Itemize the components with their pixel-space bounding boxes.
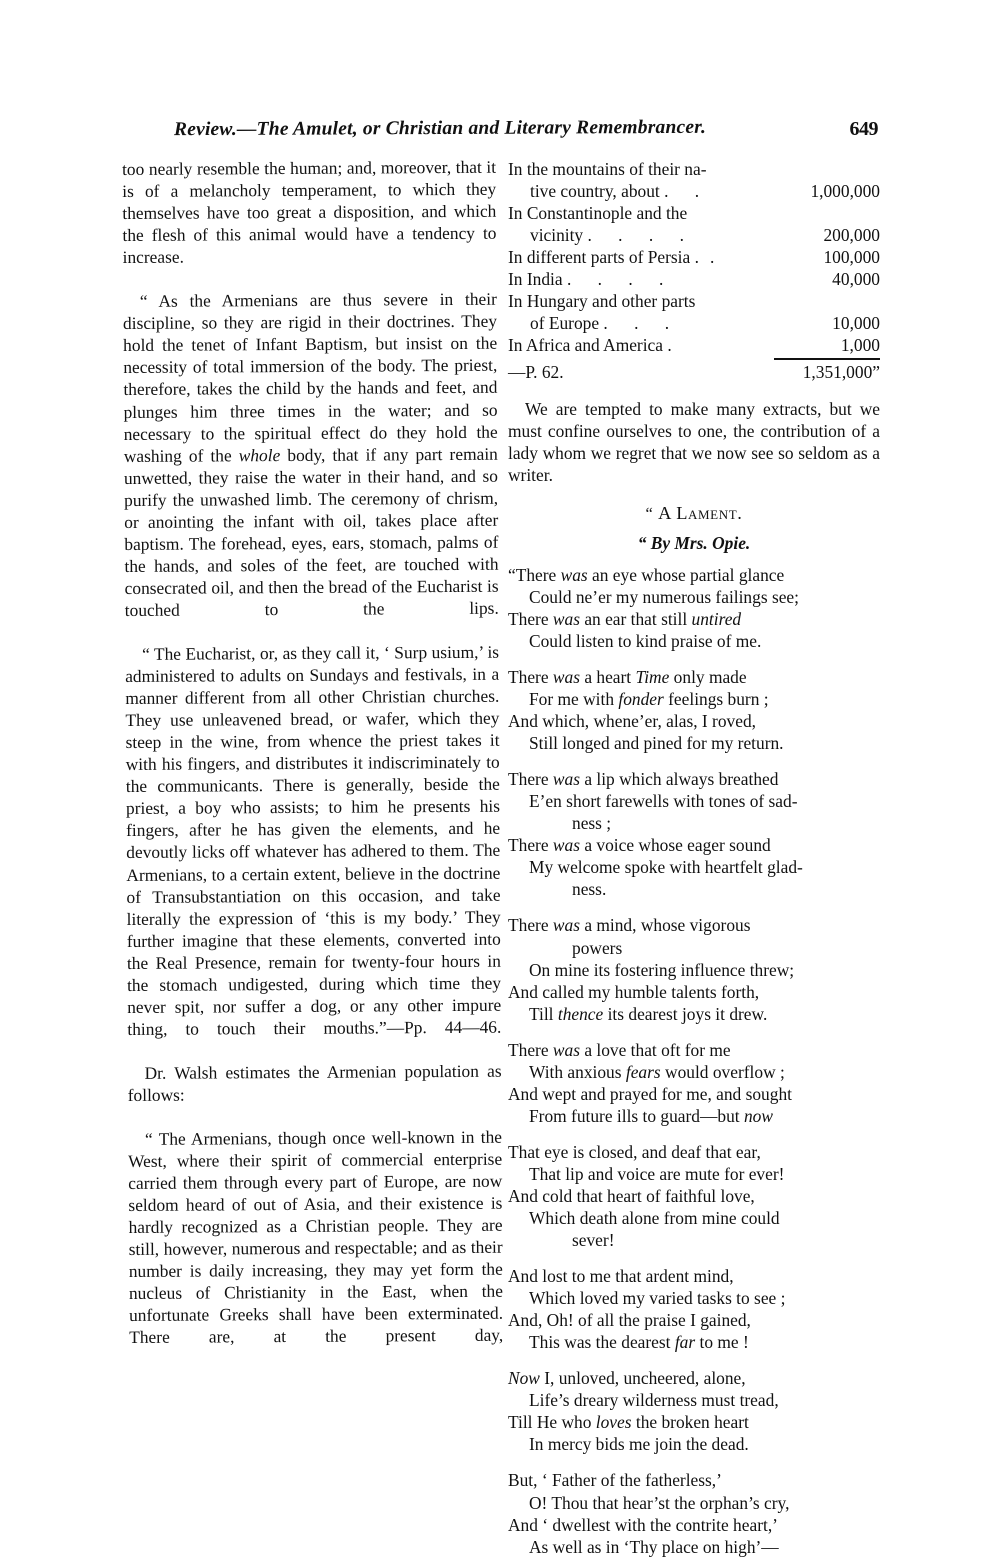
left-paragraph: “ The Eucharist, or, as they call it, ‘ Surp usium,’ is administered to adults on Sundays and festivals, in a manner different from all other Christian churches. They use unleavened bread, or wafer, which they steep in the wine, from whence the priest takes it with his fingers, and distributes it indiscriminately to the communicants. There is generally, beside the priest, a boy who assists; to him he presents his fingers, after he has given the elements, and he devoutly licks off whatever has adhered to them. The Armenians, to a certain extent, believe in the doctrine of Transubstantiation on this occasion, and take literally the expression of ‘this is my body.’ They further imagine that these elements, converted into the Real Presence, remain for twenty-four hours in the stomach undigested, during which time they never spit, nor suffer a dog, or any other impure thing, to touch their mouths.”—Pp. 44—46.: [125, 641, 502, 1039]
poem-line: Which death alone from mine could: [529, 1208, 780, 1229]
poem-line: Still longed and pined for my return.: [529, 733, 784, 754]
poem-stanza: [508, 666, 880, 754]
population-total: 1,351,000”: [802, 362, 880, 383]
table-row: [508, 334, 880, 356]
table-row-value: 1,000: [840, 335, 880, 356]
poem-line: On mine its fostering influence threw;: [529, 959, 795, 980]
intro-paragraph: We are tempted to make many extracts, but we must confine ourselves to one, the contribution of a lady whom we regret that we now see so seldom as a writer.: [508, 398, 880, 485]
poem-line: There was a mind, whose vigorous: [508, 915, 751, 936]
poem-line: There was a voice whose eager sound: [508, 835, 771, 856]
left-paragraph: too nearly resemble the human; and, moreover, that it is of a melancholy temperament, to which they themselves have too great a disposition, and which the flesh of this animal would have a tendency to increase.: [122, 156, 497, 268]
page-number: 649: [849, 118, 878, 140]
table-row-label: In Constantinople and the vicinity . . . .: [508, 203, 695, 246]
table-row-value: 100,000: [823, 247, 880, 268]
poem-body: [508, 564, 880, 1558]
table-row: [508, 290, 880, 334]
table-row-label: In Africa and America .: [508, 335, 683, 356]
poem-line: Which loved my varied tasks to see ;: [529, 1288, 786, 1309]
poem-line: Could listen to kind praise of me.: [529, 630, 762, 651]
poem-line: And lost to me that ardent mind,: [508, 1266, 734, 1287]
poem-line: And called my humble talents forth,: [508, 981, 760, 1002]
left-column-body: [122, 156, 503, 1371]
right-column: [508, 158, 880, 1558]
poem-line: Now I, unloved, uncheered, alone,: [508, 1368, 746, 1389]
poem-line: There was a lip which always breathed: [508, 769, 779, 790]
poem-line: E’en short farewells with tones of sad-: [529, 791, 798, 812]
poem-line: And which, whene’er, alas, I roved,: [508, 711, 756, 732]
poem-line: powers: [572, 937, 623, 958]
left-paragraph: “ As the Armenians are thus severe in their discipline, so they are rigid in their doctrines. They hold the tenet of Infant Baptism, but insist on the necessity of total immersion of the body. The priest, therefore, takes the child by the hands and feet, and plunges him three times in the water; and so necessary to the spiritual effect do they hold the washing of the whole body, that if any part remain unwetted, they raise the water in their hand, and so purify the unwashed limb. The ceremony of chrism, or anointing the infant with oil, takes place after baptism. The forehead, eyes, ears, stomach, palms of the hands, and soles of the feet, are touched with consecrated oil, and then the bread of the Eucharist is touched to the lips.: [122, 288, 499, 620]
left-paragraph: “ The Armenians, though once well-known in the West, where their spirit of commercial enterprise carried them through every part of Europe, are now seldom heard of out of Asia, and their existence is hardly recognized as a Christian people. They are still, however, numerous and respectable; and as their number is daily increasing, they may yet form the nucleus of Christianity in the East, when the unfortunate Greeks shall have been exterminated. There are, at the present day,: [128, 1126, 504, 1348]
table-row-value: 200,000: [823, 225, 880, 246]
running-head-title: Review.—The Amulet, or Christian and Literary Remembrancer.: [173, 116, 707, 141]
poem-line: From future ills to guard—but now: [529, 1105, 773, 1126]
poem-line: Till He who loves the broken heart: [508, 1412, 749, 1433]
poem-line: And cold that heart of faithful love,: [508, 1185, 755, 1206]
poem-line: As well as in ‘Thy place on high’—: [529, 1536, 779, 1557]
poem-line: Till thence its dearest joys it drew.: [529, 1003, 768, 1024]
left-paragraph: Dr. Walsh estimates the Armenian population as follows:: [127, 1060, 502, 1105]
poem-line: Life’s dreary wilderness must tread,: [529, 1390, 779, 1411]
poem-line: That eye is closed, and deaf that ear,: [508, 1141, 761, 1162]
poem-line: O! Thou that hear’st the orphan’s cry,: [529, 1492, 790, 1513]
population-table: [508, 158, 880, 383]
poem-line: ness ;: [572, 813, 612, 834]
poem-line: With anxious fears would overflow ;: [529, 1061, 785, 1082]
table-row-label: In Hungary and other parts of Europe . . .: [508, 291, 696, 334]
poem-stanza: [508, 1141, 880, 1251]
table-row: [508, 246, 880, 268]
table-row-value: 40,000: [832, 269, 880, 290]
page-reference: —P. 62.: [508, 362, 564, 383]
poem-stanza: [508, 1469, 880, 1557]
table-row-label: In different parts of Persia ..: [508, 247, 726, 268]
table-row: [508, 268, 880, 290]
poem-stanza: [508, 1265, 880, 1353]
poem-stanza: [508, 1039, 880, 1127]
poem-line: ness.: [572, 879, 607, 900]
table-row: [508, 202, 880, 246]
poem-title: [508, 502, 880, 525]
poem-line: This was the dearest far to me !: [529, 1332, 749, 1353]
poem-line: But, ‘ Father of the fatherless,’: [508, 1470, 722, 1491]
poem-line: sever!: [572, 1230, 615, 1251]
poem-line: “There was an eye whose partial glance: [508, 564, 785, 585]
poem-line: For me with fonder feelings burn ;: [529, 689, 769, 710]
poem-line: And wept and prayed for me, and sought: [508, 1083, 792, 1104]
poem-title-quote: “: [645, 503, 654, 523]
poem-byline: “ By Mrs. Opie.: [637, 532, 751, 553]
poem-line: There was a heart Time only made: [508, 666, 747, 687]
poem-line: There was a love that oft for me: [508, 1039, 731, 1060]
poem-title-text: A Lament.: [658, 502, 743, 523]
poem-stanza: [508, 564, 880, 652]
poem-line: In mercy bids me join the dead.: [529, 1434, 749, 1455]
left-column: [122, 156, 503, 1371]
poem-line: And ‘ dwellest with the contrite heart,’: [508, 1514, 778, 1535]
poem-stanza: [508, 1367, 880, 1455]
poem-line: Could ne’er my numerous failings see;: [529, 586, 799, 607]
table-row-label: In India . . . .: [508, 269, 675, 290]
table-row-value: 10,000: [832, 313, 880, 334]
poem-stanza: [508, 768, 880, 900]
table-row: [508, 158, 880, 202]
running-head: [118, 118, 878, 152]
poem-line: And, Oh! of all the praise I gained,: [508, 1310, 751, 1331]
poem-line: That lip and voice are mute for ever!: [529, 1163, 785, 1184]
table-row-label: In the mountains of their na- tive country, about . .: [508, 159, 711, 202]
poem-line: My welcome spoke with heartfelt glad-: [529, 857, 803, 878]
poem-stanza: [508, 914, 880, 1024]
table-row-value: 1,000,000: [810, 181, 880, 202]
poem-line: There was an ear that still untired: [508, 608, 742, 629]
